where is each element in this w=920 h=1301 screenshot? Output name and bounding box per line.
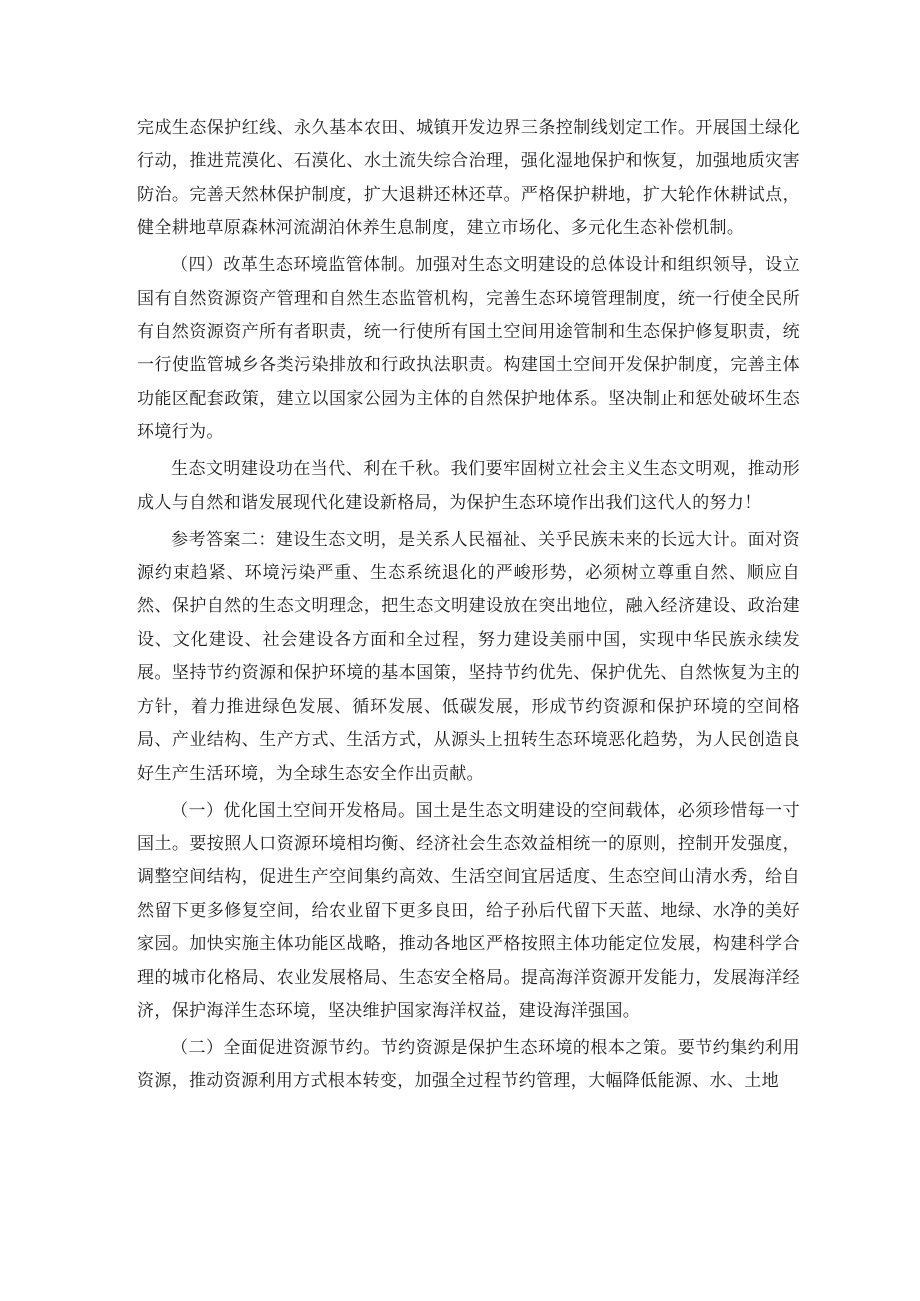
paragraph-conclusion: 生态文明建设功在当代、利在千秋。我们要牢固树立社会主义生态文明观，推动形成人与自然和谐发展现代化建设新格局，为保护生态环境作出我们这代人的努力！ <box>137 459 800 513</box>
paragraph-section-one: （一）优化国土空间开发格局。国土是生态文明建设的空间载体，必须珍惜每一寸国土。要按照人口资源环境相均衡、经济社会生态效益相统一的原则，控制开发强度，调整空间结构，促进生产空间集约高效、生活空间宜居适度、生态空间山清水秀，给自然留下更多修复空间，给农业留下更多良田，给子孙后代留下天蓝、地绿、水净的美好家园。加快实施主体功能区战略，推动各地区严格按照主体功能定位发展，构建科学合理的城市化格局、农业发展格局、生态安全格局。提高海洋资源开发能力，发展海洋经济，保护海洋生态环境，坚决维护国家海洋权益，建设海洋强国。 <box>137 800 800 1021</box>
paragraph-continuation: 完成生态保护红线、永久基本农田、城镇开发边界三条控制线划定工作。开展国土绿化行动，推进荒漠化、石漠化、水土流失综合治理，强化湿地保护和恢复，加强地质灾害防治。完善天然林保护制度，扩大退耕还林还草。严格保护耕地，扩大轮作休耕试点，健全耕地草原森林河流湖泊休养生息制度，建立市场化、多元化生态补偿机制。 <box>137 118 800 239</box>
paragraph-reference-answer-two: 参考答案二：建设生态文明，是关系人民福祉、关乎民族未来的长远大计。面对资源约束趋紧、环境污染严重、生态系统退化的严峻形势，必须树立尊重自然、顺应自然、保护自然的生态文明理念，把生态文明建设放在突出地位，融入经济建设、政治建设、文化建设、社会建设各方面和全过程，努力建设美丽中国，实现中华民族永续发展。坚持节约资源和保护环境的基本国策，坚持节约优先、保护优先、自然恢复为主的方针，着力推进绿色发展、循环发展、低碳发展，形成节约资源和保护环境的空间格局、产业结构、生产方式、生活方式，从源头上扭转生态环境恶化趋势，为人民创造良好生产生活环境，为全球生态安全作出贡献。 <box>137 529 800 784</box>
paragraph-section-four: （四）改革生态环境监管体制。加强对生态文明建设的总体设计和组织领导，设立国有自然资源资产管理和自然生态监管机构，完善生态环境管理制度，统一行使全民所有自然资源资产所有者职责，统一行使所有国土空间用途管制和生态保护修复职责，统一行使监管城乡各类污染排放和行政执法职责。构建国土空间开发保护制度，完善主体功能区配套政策，建立以国家公园为主体的自然保护地体系。坚决制止和惩处破坏生态环境行为。 <box>137 255 800 443</box>
document-body <box>137 112 800 1102</box>
paragraph-section-two: （二）全面促进资源节约。节约资源是保护生态环境的根本之策。要节约集约利用资源，推动资源利用方式根本转变，加强全过程节约管理，大幅降低能源、水、土地 <box>137 1037 800 1092</box>
